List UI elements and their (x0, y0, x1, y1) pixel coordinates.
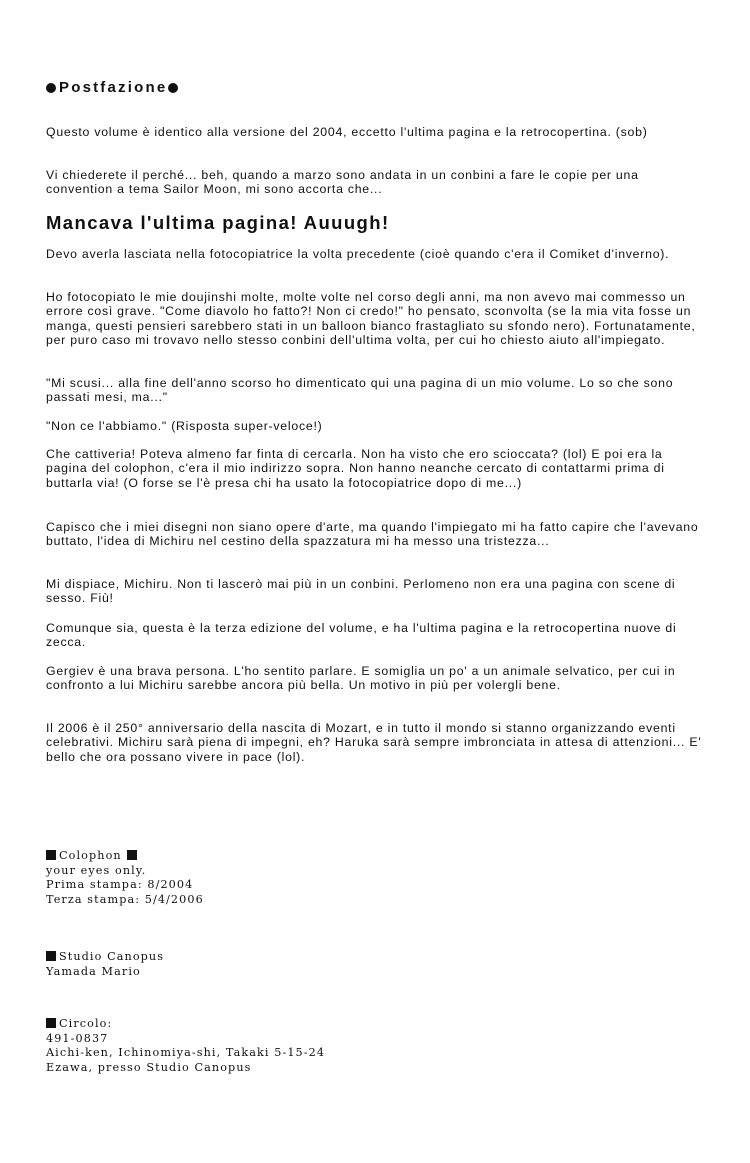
square-bullet-icon (46, 1018, 56, 1028)
paragraph-10: Comunque sia, questa è la terza edizione del volume, e ha l'ultima pagina e la retrocopertina nuove di zecca. (46, 621, 677, 650)
bullet-dot-icon (168, 83, 178, 93)
circle-heading (46, 1017, 325, 1032)
colophon-line: Prima stampa: 8/2004 (46, 878, 194, 892)
paragraph-9: Mi dispiace, Michiru. Non ti lascerò mai più in un conbini. Perlomeno non era una pagina con scene di sesso. Fiù! (46, 577, 676, 606)
circle-block (46, 1017, 325, 1075)
bullet-dot-icon (46, 83, 56, 93)
paragraph-12: Il 2006 è il 250° anniversario della nascita di Mozart, e in tutto il mondo si stanno organizzando eventi celebrativi. Michiru sarà piena di impegni, eh? Haruka sarà sempre imbronciata in attesa di attenzioni... E' bello che ora possano vivere in pace (lol). (46, 721, 702, 764)
square-bullet-icon (46, 850, 56, 860)
paragraph-6: "Non ce l'abbiamo." (Risposta super-veloce!) (46, 419, 323, 433)
square-bullet-icon (127, 850, 137, 860)
circle-line: Aichi-ken, Ichinomiya-shi, Takaki 5-15-24 (46, 1046, 326, 1060)
colophon-block (46, 849, 204, 907)
section-heading: Mancava l'ultima pagina! Auuugh! (46, 212, 390, 233)
postface-title (46, 79, 178, 96)
circle-line: Ezawa, presso Studio Canopus (46, 1060, 252, 1074)
paragraph-4: Ho fotocopiato le mie doujinshi molte, molte volte nel corso degli anni, ma non avevo mai commesso un errore così grave. "Come diavolo ho fatto?! Non ci credo!" ho pensato, sconvolta (se la mia vita fosse un manga, questi pensieri sarebbero stati in un balloon bianco frastagliato su sfondo nero). Fortunatamente, per puro caso mi trovavo nello stesso conbini dell'ultima volta, per cui ho chiesto aiuto all'impiegato. (46, 290, 696, 348)
paragraph-11: Gergiev è una brava persona. L'ho sentito parlare. E somiglia un po' a un animale selvatico, per cui in confronto a lui Michiru sarebbe ancora più bella. Un motivo in più per volergli bene. (46, 664, 676, 693)
paragraph-1: Questo volume è identico alla versione del 2004, eccetto l'ultima pagina e la retrocopertina. (sob) (46, 125, 648, 139)
studio-heading (46, 950, 164, 965)
colophon-line: your eyes only. (46, 863, 147, 877)
studio-block (46, 950, 164, 979)
paragraph-8: Capisco che i miei disegni non siano opere d'arte, ma quando l'impiegato mi ha fatto capire che l'avevano buttato, l'idea di Michiru nel cestino della spazzatura mi ha messo una tristezza... (46, 520, 699, 549)
paragraph-3: Devo averla lasciata nella fotocopiatrice la volta precedente (cioè quando c'era il Comiket d'inverno). (46, 247, 670, 261)
colophon-line: Terza stampa: 5/4/2006 (46, 892, 204, 906)
paragraph-7: Che cattiveria! Poteva almeno far finta di cercarla. Non ha visto che ero scioccata? (lol) E poi era la pagina del colophon, c'era il mio indirizzo sopra. Non hanno neanche cercato di contattarmi prima di buttarla via! (O forse se l'è presa chi ha usato la fotocopiatrice dopo di me...) (46, 447, 665, 490)
studio-title: Studio Canopus (59, 950, 165, 963)
paragraph-5: "Mi scusi... alla fine dell'anno scorso ho dimenticato qui una pagina di un mio volume. Lo so che sono passati mesi, ma..." (46, 376, 674, 405)
paragraph-2: Vi chiederete il perché... beh, quando a marzo sono andata in un conbini a fare le copie per una convention a tema Sailor Moon, mi sono accorta che... (46, 168, 639, 197)
circle-line: 491-0837 (46, 1031, 109, 1045)
colophon-title: Colophon (59, 849, 122, 862)
studio-line: Yamada Mario (46, 964, 141, 978)
colophon-heading (46, 849, 204, 864)
square-bullet-icon (46, 951, 56, 961)
postface-title-text: Postfazione (59, 79, 168, 97)
circle-title: Circolo: (59, 1017, 113, 1030)
